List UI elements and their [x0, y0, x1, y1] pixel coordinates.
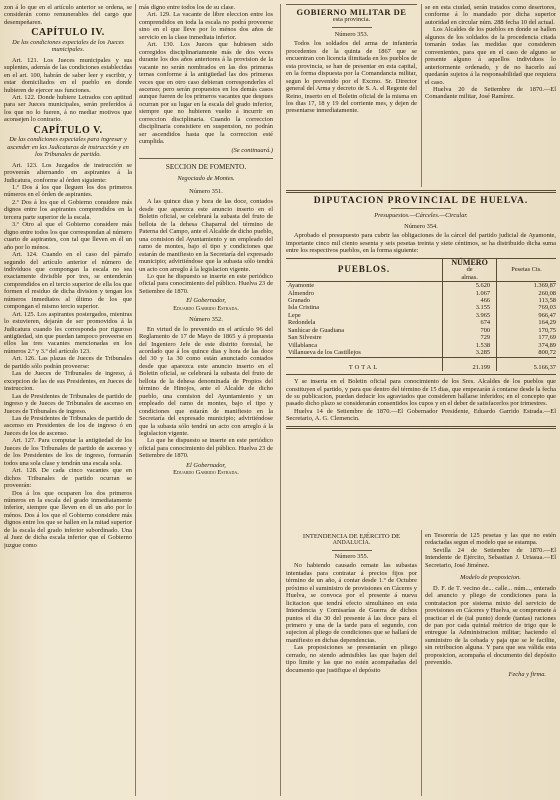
column-4-bottom: [425, 532, 556, 796]
pesetas-cell: 170,75: [538, 326, 556, 334]
table-row: [286, 312, 556, 319]
column-2: [139, 4, 273, 796]
chapter-4-subtitle: De las condiciones especiales de los Jueces municipales.: [12, 38, 124, 54]
article-126-c: Las de Presidentes de Tribunales de partido de ascenso en Presidentes de los de ingreso ó en Jueces de los de ascenso.: [4, 415, 132, 437]
section-rule: [139, 158, 273, 159]
paragraph: Huelva 20 de Setiembre de 1870.—El Comandante militar, José Ramírez.: [425, 85, 556, 101]
article-123-item-1: 1.º Dos á los que lleguen los dos primeros números en el órden de aspirantes.: [4, 183, 132, 199]
number-352: Número 352.: [189, 316, 223, 324]
pueblo-cell: Villanueva de los Castillejos: [286, 349, 443, 357]
to-be-continued: (Se continuará.): [231, 146, 273, 154]
governor-label: El Gobernador,: [186, 461, 226, 469]
section-rule: [286, 426, 556, 429]
fomento-section-title: SECCION DE FOMENTO.: [165, 163, 247, 172]
governor-name: Eduardo Garrido Estrada.: [173, 469, 239, 477]
almas-cell: 700: [443, 327, 497, 334]
military-government-subtitle: esta provincia.: [332, 16, 371, 24]
modelo-title: Modelo de proposicion.: [460, 574, 521, 582]
text-351-b: Lo que he dispuesto se inserte en este periódico oficial para conocimiento del público. Huelva 23 de Setiembre de 1870.: [139, 272, 273, 295]
article-124: Art. 124. Cuando en el caso del párrafo segundo del artículo anterior el número de individuos que compongan la escala no sea exactamente divisible por tres, se entenderán comprendidos en el tercio superior de ella los que formen el residuo de dicha division y tengan los números inmediatos al último de los que compongan el mismo tercio superior.: [4, 251, 132, 311]
article-129: Art. 129. La vacante de libre eleccion entre los comprendidos en toda la escala no podrá proveerse sino en el que lleve por lo ménos dos años de servicio en la clase inmediata inferior.: [139, 11, 273, 41]
pesetas-cell: 769,03: [538, 304, 556, 312]
intendencia-text-2: Las proposiciones se presentarán en pliego cerrado, no siendo admisibles las que bajen del tipo limite y las que no estén acompañadas del documento que justifique el depósito: [286, 644, 417, 674]
table-row: [286, 290, 556, 297]
almas-cell: 3.155: [443, 304, 497, 311]
almas-cell: 5.620: [443, 282, 497, 290]
col-header-numero: NÚMERO: [443, 259, 497, 266]
text-351: A las quince dias y hora de las doce, contados desde que aparezca este anuncio inserto en el Boletin oficial, se celebrará la subasta del fruto de bellota de la dehesa Chaparral del término de Paterna del Campo, ante el Alcalde de dicho pueblo, una comision del Ayuntamiento y un empleado del ramo de montes, bajo el tipo y condiciones que estarán de manifiesto en la Secretaría del expresado municipio; advirtiéndose que la subasta sólo tendrá un acto con arreglo á la legislacion vigente.: [139, 198, 273, 273]
pesetas-cell: 800,72: [538, 349, 556, 357]
article-125: Art. 125. Los aspirantes postergados, mientras lo estuvieren, dejarán de ser promovidos á la Judicatura cuando les corresponda por riguroso antigüedad, sin que puedan tampoco proveerse en ellos las tres vacantes mencionadas en los números 2.º y 3.º del artículo 123.: [4, 310, 132, 355]
short-rule: [391, 208, 451, 209]
total-almas: 21.199: [443, 357, 497, 371]
intendencia-text: No habiendo causado remate las subastas intentadas para contratar á precios fijos por término de un año, á contar desde 1.º de Octubre próximo el suministro de provisiones en Cáceres y Huelva, se convoca por el presente á nueva licitacion que tendrá efecto simultáneo en esta Intendencia y Comisarías de Guerra de dichos puntos el dia 30 del presente á las doce para el primero y una de la tarde para el segundo, con sujecion al pliego de condiciones que se hallará de manifiesto en dichas dependencias.: [286, 562, 417, 644]
pueblo-cell: Granado: [286, 297, 443, 304]
almas-cell: 466: [443, 297, 497, 304]
total-pesetas: 5.166,37: [533, 363, 556, 371]
almas-cell: 1.538: [443, 342, 497, 349]
col-header-pesetas: Pesetas Cts.: [511, 266, 542, 274]
paragraph: Los Alcaldes de los pueblos en donde se hallen algunos de los soldados de la procedencia citada tomarán todas las medidas que consideren convenientes, para que en el caso de alguno se presente alguno á aquellos individuos lo anteriormente ordenado, y de no hacerlo así quedarán sujetos á la responsabilidad que requiera el caso.: [425, 26, 556, 86]
fecha-firma: Fecha y firma.: [508, 670, 546, 678]
table-total-row: [286, 357, 556, 371]
almas-cell: 729: [443, 334, 497, 341]
section-rule: [286, 190, 556, 193]
governor-label: El Gobernador,: [186, 297, 226, 305]
paragraph: Sevilla 24 de Setiembre de 1870.—El Intendente de Ejército, Sebastian J. Uriasua.—El Secretario, José Jiménez.: [425, 546, 556, 569]
total-label: TOTAL: [286, 357, 443, 371]
diputacion-title: DIPUTACION PROVINCIAL DE HUELVA.: [313, 196, 529, 206]
column-1: [4, 4, 132, 796]
modelo-text: D. F. de T. vecino de... calle... núm..., enterado del anuncio y pliego de condiciones para la contratacion por sistema mixto del servicio de provisiones en Cáceres y Huelva, se compromete á practicar el de (tal punto) donde (tantas) raciones de pan por cada quintal métrico de trigo que le entregue la Administracion militar; haciendo el suministro de la cebada y paja que se le facilite, sin retribucion alguna. Y para que sea válida esta proposicion, acompaña el documento del depósito prevenido.: [425, 584, 556, 667]
table-rule: [286, 374, 556, 375]
almas-cell: 1.067: [443, 290, 497, 297]
article-126-a: Las de Jueces de Tribunales de ingreso, á excepcion de las de sus Presidentes, en Jueces de instruccion.: [4, 370, 132, 393]
article-126-b: Las de Presidentes de Tribunales de partido de ingreso y de Jueces de Tribunales de ascenso en Jueces de Tribunales de ingreso.: [4, 392, 132, 415]
number-353: Número 353.: [334, 30, 369, 38]
pesetas-cell: 113,58: [538, 296, 556, 304]
almas-cell: 3.285: [443, 349, 497, 357]
table-row: [286, 297, 556, 304]
military-government-title: GOBIERNO MILITAR DE: [296, 7, 407, 17]
table-row: [286, 349, 556, 357]
article-123-item-2: 2.º Dos á los que el Gobierno considere más dignos entre los aspirantes comprendidos en la tercera parte superior de la escala.: [4, 198, 132, 221]
article-127: Art. 127. Para computar la antigüedad de los Jueces de los Tribunales de partido de ascenso y de los Presidentes de los de ingreso, formarán todos una sola clase y tendrán una escala sola.: [4, 437, 132, 467]
article-121: Art. 121. Los Jueces municipales y sus suplentes, además de las condiciones establecidas en el art. 100, habrán de saber leer y escribir, y estar domiciliados en el pueblo en donde hubieren de ejercer sus funciones.: [4, 56, 132, 94]
text-353: Todos los soldados del arma de infantería procedentes de la quinta de 1867 que se encuentran con licencia ilimitada en los pueblos de esta provincia, se han de presentar en esta capital, en la forma dispuesta por la Comandancia militar, segun lo prevenido por el Excmo. Sr. Director general del Arma y decreto de S. A. el Regente del Reino, inserto en el Boletin oficial de la misma en los dias 17, 18 y 19 del corriente mes, y dejen de presentarse inmediatamente.: [286, 40, 417, 115]
text-352-b: Lo que he dispuesto se inserte en este periódico oficial para conocimiento del público. Huelva 23 de Setiembre de 1870.: [139, 437, 273, 460]
text-352: En virtud de lo prevenido en el artículo 96 del Reglamento de 17 de Mayo de 1865 y á propuesta del Ingeniero Jefe de este distrito forestal, he acordado que á los quince dias y hora de las doce del 30 y 1a 30 como están anunciado contados desde que aparezca este anuncio inserto en el Boletin oficial, se celebrará la subasta del fruto de bellota de la dehesa denominada de Propios del término de Hinojos, ante el Alcalde de dicho pueblo, una comision del Ayuntamiento y un empleado del ramo de montes, bajo el tipo y condiciones que estarán de manifiesto en la Secretaría del expresado municipio; advirtiéndose que la subasta sólo tendrá un acto con arreglo á la legislacion vigente.: [139, 325, 273, 438]
pesetas-cell: 177,69: [538, 334, 556, 342]
pesetas-cell: 1.369,87: [533, 282, 556, 290]
intendencia-section: [286, 530, 417, 796]
table-header-row: [286, 259, 556, 266]
article-128-rest: Dos á los que ocuparen los dos primeros números en la escala del grado inmediatamente inferior, siempre que lleven en él un año por lo ménos. Dos á los que el Gobierno considere más dignos entre los que se hallen en la mitad superior de la escala del grado inferior subordinado. Una al Juez de dicha escala inferior que el Gobierno juzgue como: [4, 489, 132, 549]
column-divider: [135, 4, 136, 796]
col-header-pueblos: PUEBLOS.: [286, 259, 443, 282]
column-divider: [421, 4, 422, 187]
intendencia-title: INTENDENCIA DE EJÉRCITO DE: [302, 533, 401, 540]
article-122: Art. 122. Donde hubiere Letrados con aptitud para ser Jueces municipales, serán preferidos á los que no lo fueren, á no mediar motivos que aconsejen lo contrario.: [4, 93, 132, 124]
intendencia-subtitle: ANDALUCÍA.: [332, 540, 371, 547]
column-divider: [421, 530, 422, 796]
col-header-almas: almas.: [443, 274, 497, 282]
diputacion-signature: Huelva 14 de Setiembre de 1870.—El Gobernador Presidente, Eduardo Garrido Estrada.—El Secretario, A. G. Clemencin.: [286, 407, 556, 423]
chapter-5-subtitle: De las condiciones especiales para ingresar y ascender en las Judicaturas de instrucción y en los Tribunales de partido.: [7, 136, 129, 159]
column-3-top: [286, 4, 417, 204]
pesetas-cell: 374,89: [538, 341, 556, 349]
almas-cell: 674: [443, 319, 497, 326]
table-row: [286, 319, 556, 326]
paragraph: zon á lo que en el artículo anterior se ordena, se considerán como remunerables del cargo que desempeñaren.: [4, 4, 132, 26]
number-351: Número 351.: [189, 187, 223, 195]
chapter-5-title: CAPÍTULO V.: [33, 124, 103, 136]
number-355: Número 355.: [334, 552, 369, 560]
pueblo-cell: Almendro: [286, 290, 443, 297]
pueblo-cell: Ayamonte: [286, 282, 443, 290]
pueblo-cell: Lepe: [286, 312, 443, 319]
paragraph: en Tesorería de 125 pesetas y las que no estén redactadas segun el modelo que se estampa.: [425, 532, 556, 547]
diputacion-closing: Y se inserta en el Boletin oficial para conocimiento de los Sres. Alcaldes de los pueblos que constituyen el partido, y para que dentro del término de 15 dias, que empezarán á contarse desde la fecha de su publicacion, puedan deducir los agraviados que consideren hallarse inferidos; en el concepto que pasado dicho plazo se considerarán consentidos los cupos y en el deber de satisfacerlos por trimestres.: [286, 378, 556, 408]
pueblo-cell: San Silvestre: [286, 334, 443, 341]
article-126: Art. 126. Las plazas de Jueces de Tribunales de partido sólo podrán proveerse:: [4, 355, 132, 370]
short-rule: [332, 550, 372, 551]
governor-name: Eduardo Garrido Estrada.: [173, 304, 239, 312]
diputacion-subtitle: Presupuestos.—Cárceles.—Circular.: [374, 212, 468, 220]
pueblo-cell: Sanlúcar de Guadiana: [286, 327, 443, 334]
article-130: Art. 130. Los Jueces que hubiesen sido corregidos disciplinariamente más de dos veces durante los dos años anteriores á la provision de la vacante no serán nombrados en las dos primeras ternas conforme á la antigüedad las dos primeras veces que en otro caso debieran corresponderles el ascenso; pero serán propuestos en los demás casos aunque fueren de los primeros vacantes que despues ocurran por su lugar en la escala del grado inferior, siempre que no hubieren vuelto á incurrir en correccion disciplinaria. Cuando la correccion disciplinaria consistiere en suspension, no podrán ser ascendidos hasta que la correccion esté cumplida.: [139, 41, 273, 146]
col-header-de: de: [443, 266, 497, 273]
diputacion-intro: Aprobado el presupuesto para cubrir las obligaciones de la cárcel del partido judicial de Ayamonte, importante cinco mil ciento sesenta y seis pesetas treinta y siete céntimos, se ha distribuido dicha suma entre los respectivos pueblos, en la forma siguiente:: [286, 232, 556, 255]
pueblo-cell: Villablanca: [286, 342, 443, 349]
table-row: [286, 304, 556, 311]
pueblo-cell: Isla Cristina: [286, 304, 443, 311]
table-row: [286, 334, 556, 341]
column-4-top: [425, 4, 556, 187]
paragraph: más digno entre todos los de su clase.: [139, 4, 236, 11]
paragraph: se en esta ciudad, serán tratados como desertores, conforme á lo mandado por dicha superior autoridad en circular núm. 288 fecha 10 del actual.: [425, 4, 556, 26]
pueblo-cell: Redondela: [286, 319, 443, 326]
diputacion-section: [286, 190, 556, 525]
almas-cell: 3.965: [443, 312, 497, 319]
table-row: [286, 342, 556, 349]
article-123: Art. 123. Los Juzgados de instrucción se proveerán alternando en aspirantes á la Judicatura, conforme al órden siguiente:: [4, 161, 132, 184]
number-354: Número 354.: [404, 222, 438, 230]
section-rule: [286, 4, 417, 5]
column-divider: [280, 4, 281, 796]
article-123-item-3: 3.º Otro al que el Gobierno considere más digno entre todos los que correspondan al número cuarto de aspirantes, con tal que lleven en él un año por lo ménos.: [4, 221, 132, 251]
negociado-label: Negociado de Montes.: [177, 174, 235, 182]
table-row: [286, 282, 556, 290]
pesetas-cell: 164,29: [538, 319, 556, 327]
article-128: Art. 128. De cada cinco vacantes que en dichos Tribunales de partido ocurran se proveerán:: [4, 467, 132, 490]
pesetas-cell: 260,08: [538, 289, 556, 297]
distribution-table: [286, 259, 556, 371]
chapter-4-title: CAPÍTULO IV.: [31, 27, 105, 39]
table-row: [286, 327, 556, 334]
short-rule: [332, 27, 372, 28]
pesetas-cell: 966,47: [538, 311, 556, 319]
